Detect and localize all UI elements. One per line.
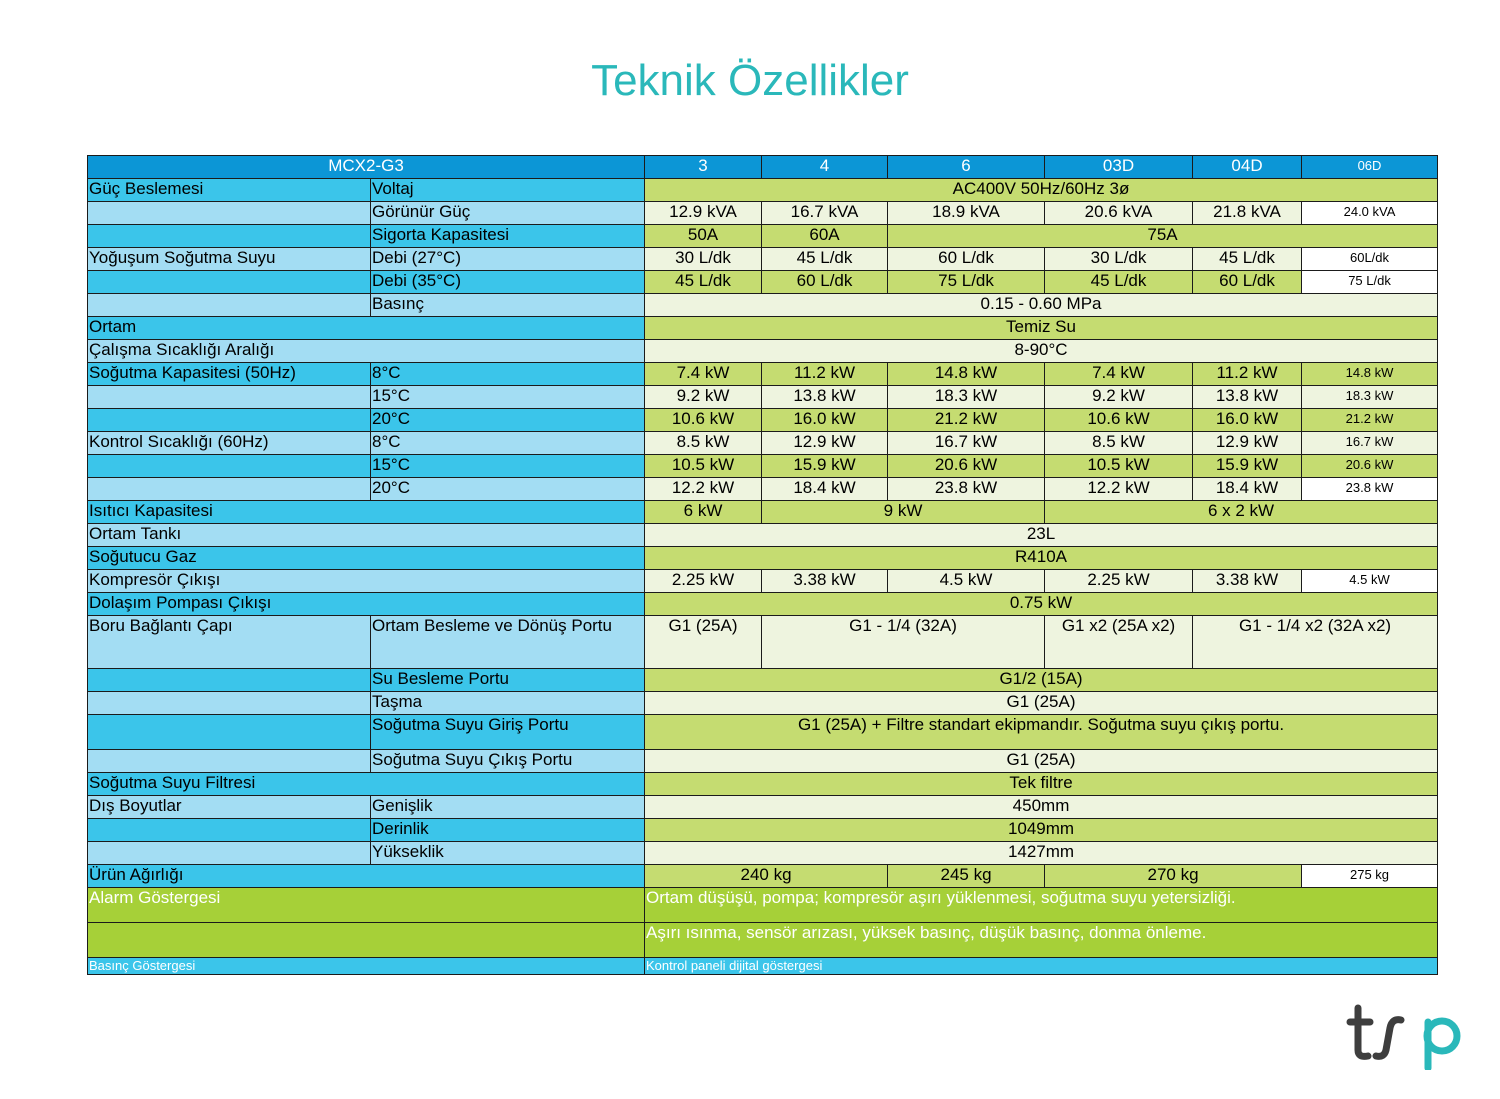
- cell: Aşırı ısınma, sensör arızası, yüksek basınç, düşük basınç, donma önleme.: [645, 923, 1438, 958]
- cell: 20.6 kW: [888, 455, 1045, 478]
- cell: 30 L/dk: [1045, 248, 1193, 271]
- row-sublabel: Genişlik: [371, 796, 645, 819]
- cell: 12.2 kW: [645, 478, 762, 501]
- cell: 13.8 kW: [1193, 386, 1302, 409]
- table-row: [88, 547, 1438, 570]
- cell: 30 L/dk: [645, 248, 762, 271]
- row-label: [88, 715, 371, 750]
- table-row: [88, 271, 1438, 294]
- table-row: [88, 715, 1438, 750]
- cell: 10.6 kW: [645, 409, 762, 432]
- cell: 1049mm: [645, 819, 1438, 842]
- table-row: [88, 692, 1438, 715]
- cell: 0.15 - 0.60 MPa: [645, 294, 1438, 317]
- cell: 45 L/dk: [1045, 271, 1193, 294]
- row-label: Ortam Tankı: [88, 524, 645, 547]
- table-row: [88, 294, 1438, 317]
- table-row: [88, 202, 1438, 225]
- cell: 45 L/dk: [645, 271, 762, 294]
- cell: 6 x 2 kW: [1045, 501, 1438, 524]
- row-label: [88, 386, 371, 409]
- row-label: [88, 202, 371, 225]
- cell: 18.3 kW: [888, 386, 1045, 409]
- row-sublabel: 20°C: [371, 478, 645, 501]
- cell: G1/2 (15A): [645, 669, 1438, 692]
- cell: R410A: [645, 547, 1438, 570]
- cell: 245 kg: [888, 865, 1045, 888]
- row-label: Çalışma Sıcaklığı Aralığı: [88, 340, 645, 363]
- row-label: Güç Beslemesi: [88, 179, 371, 202]
- cell: 60 L/dk: [1193, 271, 1302, 294]
- cell: 7.4 kW: [1045, 363, 1193, 386]
- cell: 14.8 kW: [1302, 363, 1438, 386]
- cell: 8.5 kW: [1045, 432, 1193, 455]
- header-col: 04D: [1193, 156, 1302, 179]
- cell: 12.9 kW: [762, 432, 888, 455]
- row-label: [88, 294, 371, 317]
- row-sublabel: 20°C: [371, 409, 645, 432]
- cell: 9.2 kW: [1045, 386, 1193, 409]
- row-label: [88, 225, 371, 248]
- table-row: [88, 669, 1438, 692]
- table-row: [88, 340, 1438, 363]
- row-label: Basınç Göstergesi: [88, 958, 645, 975]
- table-row: [88, 750, 1438, 773]
- tsp-logo: [1346, 1000, 1466, 1070]
- table-row: [88, 958, 1438, 975]
- cell: 23L: [645, 524, 1438, 547]
- cell: 2.25 kW: [1045, 570, 1193, 593]
- row-sublabel: Sigorta Kapasitesi: [371, 225, 645, 248]
- cell: 20.6 kW: [1302, 455, 1438, 478]
- cell: 12.2 kW: [1045, 478, 1193, 501]
- cell: 13.8 kW: [762, 386, 888, 409]
- cell: 16.0 kW: [1193, 409, 1302, 432]
- header-col: 6: [888, 156, 1045, 179]
- row-label: Boru Bağlantı Çapı: [88, 616, 371, 669]
- cell: 23.8 kW: [1302, 478, 1438, 501]
- cell: 15.9 kW: [1193, 455, 1302, 478]
- table-row: [88, 570, 1438, 593]
- table-row: [88, 501, 1438, 524]
- table-row: [88, 409, 1438, 432]
- row-sublabel: Voltaj: [371, 179, 645, 202]
- page-title: Teknik Özellikler: [591, 56, 909, 105]
- table-row: [88, 156, 1438, 179]
- cell: 21.8 kVA: [1193, 202, 1302, 225]
- row-sublabel: Yükseklik: [371, 842, 645, 865]
- row-sublabel: Derinlik: [371, 819, 645, 842]
- table-row: [88, 179, 1438, 202]
- table-row: [88, 524, 1438, 547]
- cell: 75 L/dk: [1302, 271, 1438, 294]
- row-sublabel: 8°C: [371, 432, 645, 455]
- cell: G1 (25A) + Filtre standart ekipmandır. Soğutma suyu çıkış portu.: [645, 715, 1438, 750]
- table-row: [88, 478, 1438, 501]
- row-sublabel: 15°C: [371, 455, 645, 478]
- table-row: [88, 865, 1438, 888]
- cell: 18.9 kVA: [888, 202, 1045, 225]
- header-col: 06D: [1302, 156, 1438, 179]
- cell: 16.0 kW: [762, 409, 888, 432]
- cell: 4.5 kW: [888, 570, 1045, 593]
- cell: 11.2 kW: [1193, 363, 1302, 386]
- row-sublabel: Soğutma Suyu Çıkış Portu: [371, 750, 645, 773]
- cell: G1 - 1/4 x2 (32A x2): [1193, 616, 1438, 669]
- row-sublabel: Su Besleme Portu: [371, 669, 645, 692]
- cell: 60 L/dk: [888, 248, 1045, 271]
- cell: 240 kg: [645, 865, 888, 888]
- header-model: MCX2-G3: [88, 156, 645, 179]
- cell: 9 kW: [762, 501, 1045, 524]
- row-label: [88, 750, 371, 773]
- row-label: [88, 669, 371, 692]
- cell: G1 x2 (25A x2): [1045, 616, 1193, 669]
- cell: 50A: [645, 225, 762, 248]
- cell: G1 (25A): [645, 750, 1438, 773]
- cell: G1 (25A): [645, 692, 1438, 715]
- row-label: [88, 842, 371, 865]
- table-row: [88, 363, 1438, 386]
- table-row: [88, 386, 1438, 409]
- row-sublabel: Debi (35°C): [371, 271, 645, 294]
- spec-table: [87, 155, 1438, 975]
- row-label: [88, 692, 371, 715]
- cell: 2.25 kW: [645, 570, 762, 593]
- row-label: [88, 478, 371, 501]
- header-col: 3: [645, 156, 762, 179]
- cell: 75A: [888, 225, 1438, 248]
- header-col: 03D: [1045, 156, 1193, 179]
- cell: 3.38 kW: [762, 570, 888, 593]
- cell: 45 L/dk: [762, 248, 888, 271]
- cell: 60A: [762, 225, 888, 248]
- cell: 75 L/dk: [888, 271, 1045, 294]
- row-label: Kompresör Çıkışı: [88, 570, 645, 593]
- table-row: [88, 796, 1438, 819]
- cell: 60L/dk: [1302, 248, 1438, 271]
- cell: Tek filtre: [645, 773, 1438, 796]
- cell: 7.4 kW: [645, 363, 762, 386]
- cell: 21.2 kW: [1302, 409, 1438, 432]
- row-sublabel: Debi (27°C): [371, 248, 645, 271]
- cell: 450mm: [645, 796, 1438, 819]
- table-row: [88, 248, 1438, 271]
- table-row: [88, 225, 1438, 248]
- row-label: Kontrol Sıcaklığı (60Hz): [88, 432, 371, 455]
- cell: Kontrol paneli dijital göstergesi: [645, 958, 1438, 975]
- header-col: 4: [762, 156, 888, 179]
- row-label: Soğutma Suyu Filtresi: [88, 773, 645, 796]
- cell: 8.5 kW: [645, 432, 762, 455]
- cell: 275 kg: [1302, 865, 1438, 888]
- table-row: [88, 432, 1438, 455]
- cell: AC400V 50Hz/60Hz 3ø: [645, 179, 1438, 202]
- cell: 11.2 kW: [762, 363, 888, 386]
- cell: 18.3 kW: [1302, 386, 1438, 409]
- cell: 270 kg: [1045, 865, 1302, 888]
- cell: 9.2 kW: [645, 386, 762, 409]
- cell: 18.4 kW: [762, 478, 888, 501]
- row-label: [88, 409, 371, 432]
- table-row: [88, 773, 1438, 796]
- row-label: Soğutma Kapasitesi (50Hz): [88, 363, 371, 386]
- row-label: [88, 271, 371, 294]
- row-sublabel: Basınç: [371, 294, 645, 317]
- cell: 6 kW: [645, 501, 762, 524]
- cell: 3.38 kW: [1193, 570, 1302, 593]
- row-sublabel: 15°C: [371, 386, 645, 409]
- cell: 18.4 kW: [1193, 478, 1302, 501]
- cell: 16.7 kVA: [762, 202, 888, 225]
- row-label: Dış Boyutlar: [88, 796, 371, 819]
- table-row: [88, 317, 1438, 340]
- cell: 8-90°C: [645, 340, 1438, 363]
- cell: 4.5 kW: [1302, 570, 1438, 593]
- row-label: [88, 455, 371, 478]
- table-row: [88, 888, 1438, 923]
- row-label: Yoğuşum Soğutma Suyu: [88, 248, 371, 271]
- table-row: [88, 923, 1438, 958]
- row-label: Alarm Göstergesi: [88, 888, 645, 923]
- table-row: [88, 455, 1438, 478]
- cell: 10.5 kW: [645, 455, 762, 478]
- cell: 21.2 kW: [888, 409, 1045, 432]
- cell: 15.9 kW: [762, 455, 888, 478]
- row-label: Soğutucu Gaz: [88, 547, 645, 570]
- row-label: Isıtıcı Kapasitesi: [88, 501, 645, 524]
- cell: 12.9 kVA: [645, 202, 762, 225]
- table-row: [88, 593, 1438, 616]
- cell: 10.6 kW: [1045, 409, 1193, 432]
- cell: G1 - 1/4 (32A): [762, 616, 1045, 669]
- row-label: Ürün Ağırlığı: [88, 865, 645, 888]
- table-row: [88, 616, 1438, 669]
- row-label: Ortam: [88, 317, 645, 340]
- cell: 12.9 kW: [1193, 432, 1302, 455]
- row-label: [88, 819, 371, 842]
- cell: 16.7 kW: [888, 432, 1045, 455]
- cell: 0.75 kW: [645, 593, 1438, 616]
- table-row: [88, 842, 1438, 865]
- row-label: [88, 923, 645, 958]
- row-sublabel: Soğutma Suyu Giriş Portu: [371, 715, 645, 750]
- cell: 20.6 kVA: [1045, 202, 1193, 225]
- cell: 16.7 kW: [1302, 432, 1438, 455]
- cell: 14.8 kW: [888, 363, 1045, 386]
- cell: 45 L/dk: [1193, 248, 1302, 271]
- row-label: Dolaşım Pompası Çıkışı: [88, 593, 645, 616]
- row-sublabel: 8°C: [371, 363, 645, 386]
- cell: Temiz Su: [645, 317, 1438, 340]
- table-row: [88, 819, 1438, 842]
- row-sublabel: Görünür Güç: [371, 202, 645, 225]
- cell: 1427mm: [645, 842, 1438, 865]
- cell: 24.0 kVA: [1302, 202, 1438, 225]
- cell: G1 (25A): [645, 616, 762, 669]
- cell: 23.8 kW: [888, 478, 1045, 501]
- cell: Ortam düşüşü, pompa; kompresör aşırı yüklenmesi, soğutma suyu yetersizliği.: [645, 888, 1438, 923]
- row-sublabel: Ortam Besleme ve Dönüş Portu: [371, 616, 645, 669]
- cell: 60 L/dk: [762, 271, 888, 294]
- cell: 10.5 kW: [1045, 455, 1193, 478]
- row-sublabel: Taşma: [371, 692, 645, 715]
